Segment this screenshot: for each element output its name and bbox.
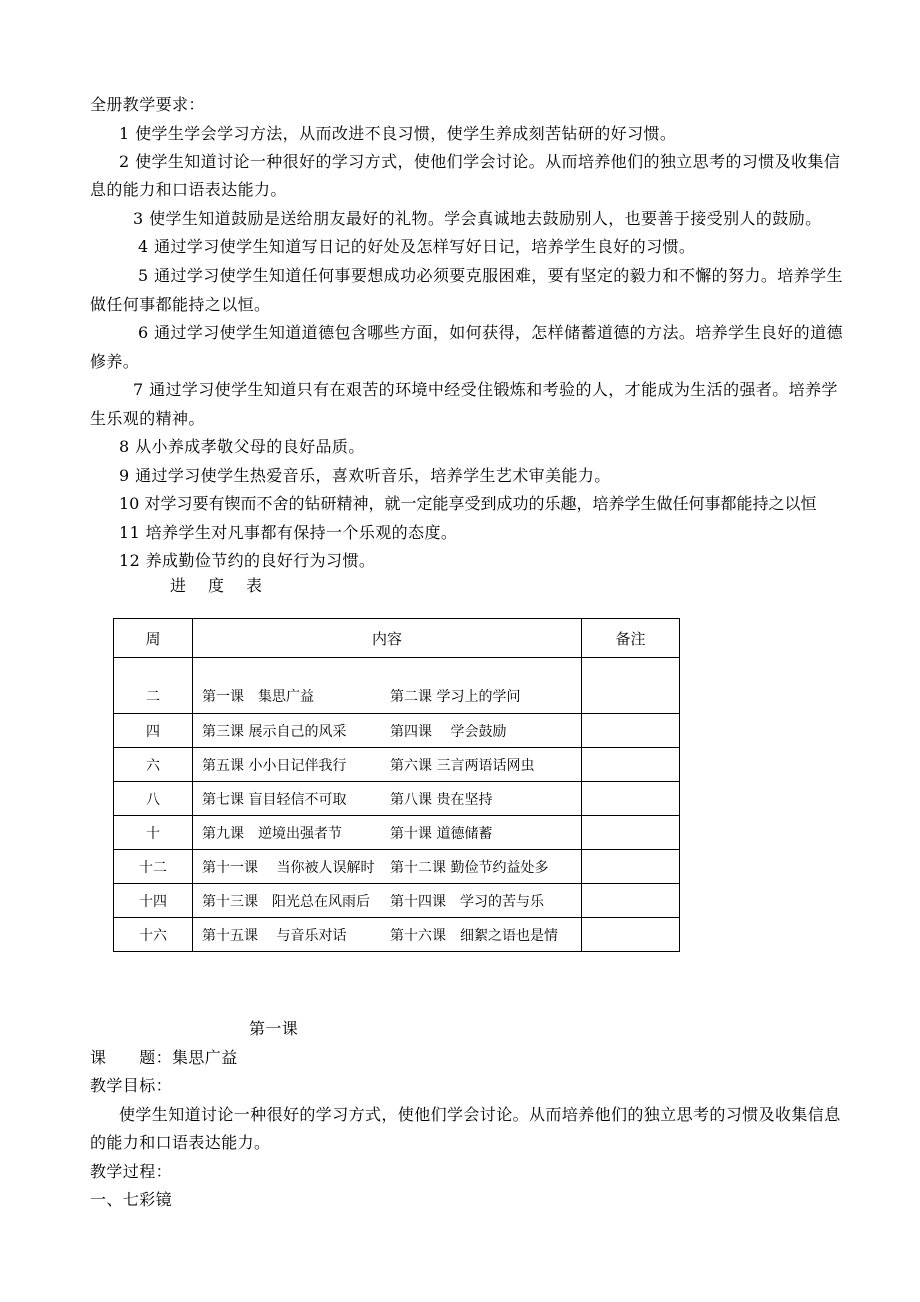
lesson-topic: 课 题：集思广益 (90, 1048, 238, 1067)
requirement-item: 6 通过学习使学生知道道德包含哪些方面，如何获得，怎样储蓄道德的方法。培养学生良好的道德 (138, 323, 843, 342)
content-cell (193, 714, 582, 748)
lesson-a: 第三课 展示自己的风采 (202, 723, 347, 740)
note-cell (582, 918, 680, 952)
lesson-a: 第十五课 与音乐对话 (202, 927, 347, 944)
lesson-b: 第十四课 学习的苦与乐 (390, 893, 544, 910)
week-cell: 四 (114, 714, 193, 748)
content-cell (193, 658, 582, 714)
requirement-item: 10 对学习要有锲而不舍的钻研精神，就一定能享受到成功的乐趣，培养学生做任何事都能持之以恒 (119, 494, 817, 513)
lesson-a: 第七课 盲目轻信不可取 (202, 791, 347, 808)
week-cell: 六 (114, 748, 193, 782)
lesson-b: 第十课 道德储蓄 (390, 825, 493, 842)
lesson-b: 第八课 贵在坚持 (390, 791, 493, 808)
note-cell (582, 658, 680, 714)
lesson-a: 第九课 逆境出强者节 (202, 825, 342, 842)
lesson-b: 第六课 三言两语话网虫 (390, 757, 535, 774)
content-cell (193, 782, 582, 816)
week-cell: 十六 (114, 918, 193, 952)
week-cell: 二 (114, 658, 193, 714)
requirement-item: 5 通过学习使学生知道任何事要想成功必须要克服困难，要有坚定的毅力和不懈的努力。培养学生 (138, 266, 843, 285)
requirement-item: 7 通过学习使学生知道只有在艰苦的环境中经受住锻炼和考验的人，才能成为生活的强者。培养学 (133, 380, 838, 399)
table-row (114, 658, 680, 714)
requirement-item: 3 使学生知道鼓励是送给朋友最好的礼物。学会真诚地去鼓励别人，也要善于接受别人的鼓励。 (133, 209, 822, 228)
requirement-continuation: 修养。 (90, 352, 140, 371)
content-cell (193, 918, 582, 952)
table-row (114, 918, 680, 952)
content-cell (193, 884, 582, 918)
goal-text-continuation: 的能力和口语表达能力。 (90, 1133, 271, 1152)
content-cell (193, 748, 582, 782)
week-cell: 十二 (114, 850, 193, 884)
requirement-item: 2 使学生知道讨论一种很好的学习方式，使他们学会讨论。从而培养他们的独立思考的习惯及收集信 (119, 152, 841, 171)
lesson-a: 第一课 集思广益 (202, 689, 314, 705)
lesson-b: 第四课 学会鼓励 (390, 723, 507, 740)
header-content: 内容 (193, 619, 582, 658)
table-row (114, 714, 680, 748)
lesson-a: 第十一课 当你被人误解时 (202, 859, 375, 876)
lesson-b: 第十二课 勤俭节约益处多 (390, 859, 549, 876)
schedule-title (170, 576, 262, 596)
requirement-continuation: 做任何事都能持之以恒。 (90, 295, 271, 314)
table-row (114, 782, 680, 816)
goal-heading: 教学目标： (90, 1076, 173, 1095)
week-cell: 十四 (114, 884, 193, 918)
schedule-title-char: 表 (246, 576, 263, 595)
lesson-b: 第十六课 细絮之语也是情 (390, 927, 558, 944)
lesson-b: 第二课 学习上的学问 (390, 689, 521, 705)
requirement-item: 12 养成勤俭节约的良好行为习惯。 (119, 551, 376, 570)
table-row (114, 884, 680, 918)
process-step: 一、七彩镜 (90, 1190, 173, 1209)
note-cell (582, 816, 680, 850)
note-cell (582, 748, 680, 782)
goal-text: 使学生知道讨论一种很好的学习方式，使他们学会讨论。从而培养他们的独立思考的习惯及收集信息 (119, 1105, 841, 1124)
requirement-continuation: 生乐观的精神。 (90, 409, 205, 428)
content-cell (193, 816, 582, 850)
note-cell (582, 782, 680, 816)
process-heading: 教学过程： (90, 1162, 173, 1181)
header-note: 备注 (582, 619, 680, 658)
lesson-title: 第一课 (249, 1019, 299, 1038)
requirement-continuation: 息的能力和口语表达能力。 (90, 180, 287, 199)
table-row (114, 850, 680, 884)
lesson-a: 第十三课 阳光总在风雨后 (202, 893, 370, 910)
schedule-header-row (114, 619, 680, 658)
week-cell: 十 (114, 816, 193, 850)
requirement-item: 1 使学生学会学习方法，从而改进不良习惯，使学生养成刻苦钻研的好习惯。 (119, 124, 677, 143)
schedule-title-char: 度 (208, 576, 225, 595)
note-cell (582, 884, 680, 918)
table-row (114, 816, 680, 850)
schedule-table (113, 618, 680, 952)
schedule-title-char: 进 (170, 576, 187, 595)
requirement-item: 11 培养学生对凡事都有保持一个乐观的态度。 (119, 523, 458, 542)
requirement-item: 8 从小养成孝敬父母的良好品质。 (119, 437, 365, 456)
lesson-a: 第五课 小小日记伴我行 (202, 757, 347, 774)
week-cell: 八 (114, 782, 193, 816)
note-cell (582, 714, 680, 748)
content-cell (193, 850, 582, 884)
requirement-item: 9 通过学习使学生热爱音乐，喜欢听音乐，培养学生艺术审美能力。 (119, 466, 611, 485)
note-cell (582, 850, 680, 884)
requirement-item: 4 通过学习使学生知道写日记的好处及怎样写好日记，培养学生良好的习惯。 (138, 237, 696, 256)
requirements-heading: 全册教学要求： (90, 95, 205, 114)
header-week: 周 (114, 619, 193, 658)
table-row (114, 748, 680, 782)
